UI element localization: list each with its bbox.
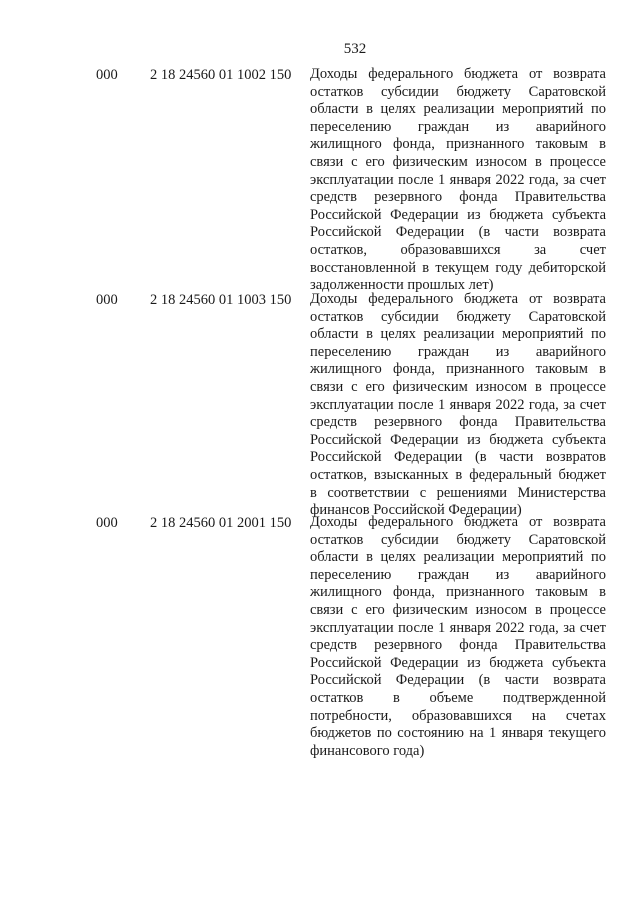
description-line: остатков, образовавшихся за счет [310,241,606,258]
description-line: остатков в объеме подтвержденной [310,689,606,706]
description-line: Доходы федерального бюджета от возврата [310,514,606,530]
description-line: финансов Российской Федерации) [310,502,522,519]
description-line: области в целях реализации мероприятий по [310,549,606,566]
description-line: Доходы федерального бюджета от возврата [310,291,606,307]
description-line: Российской Федерации из бюджета субъекта [310,206,606,223]
admin-code: 000 [96,67,118,83]
description-line: остатков субсидии бюджету Саратовской [310,308,606,325]
page-number: 532 [343,41,367,57]
description-line: остатков, взысканных в федеральный бюджет [310,466,606,483]
description-line: задолженности прошлых лет) [310,277,494,294]
description-line: Российской Федерации из бюджета субъекта [310,654,606,671]
description-line: эксплуатации после 1 января 2022 года, за счет [310,619,606,636]
description-line: области в целях реализации мероприятий по [310,326,606,343]
admin-code: 000 [96,292,118,308]
description-line: средств резервного фонда Правительства [310,189,606,206]
description-line: связи с его физическим износом в процессе [310,378,606,395]
description-line: средств резервного фонда Правительства [310,637,606,654]
description-line: остатков субсидии бюджету Саратовской [310,83,606,100]
description-line: жилищного фонда, признанного таковым в [310,584,606,601]
description-line: переселению граждан из аварийного [310,343,606,360]
description-line: Доходы федерального бюджета от возврата [310,66,606,82]
kbk-code: 2 18 24560 01 1002 150 [150,67,292,83]
description-line: жилищного фонда, признанного таковым в [310,361,606,378]
description-line: связи с его физическим износом в процессе [310,153,606,170]
income-description [310,514,606,760]
description-line: в соответствии с решениями Министерства [310,484,606,501]
income-description [310,291,606,520]
description-line: области в целях реализации мероприятий по [310,101,606,118]
description-line: восстановленной в текущем году дебиторской [310,259,606,276]
description-line: средств резервного фонда Правительства [310,414,606,431]
description-line: жилищного фонда, признанного таковым в [310,136,606,153]
description-line: эксплуатации после 1 января 2022 года, за счет [310,171,606,188]
description-line: Российской Федерации (в части возврата [310,672,606,689]
description-line: потребности, образовавшихся на счетах [310,707,606,724]
description-line: финансового года) [310,742,425,759]
kbk-code: 2 18 24560 01 1003 150 [150,292,292,308]
description-line: связи с его физическим износом в процессе [310,601,606,618]
income-description [310,66,606,295]
description-line: Российской Федерации (в части возвратов [310,449,606,466]
admin-code: 000 [96,515,118,531]
kbk-code: 2 18 24560 01 2001 150 [150,515,292,531]
description-line: переселению граждан из аварийного [310,566,606,583]
description-line: Российской Федерации из бюджета субъекта [310,431,606,448]
description-line: остатков субсидии бюджету Саратовской [310,531,606,548]
description-line: переселению граждан из аварийного [310,118,606,135]
description-line: эксплуатации после 1 января 2022 года, за счет [310,396,606,413]
description-line: бюджетов по состоянию на 1 января текущего [310,725,606,742]
description-line: Российской Федерации (в части возврата [310,224,606,241]
